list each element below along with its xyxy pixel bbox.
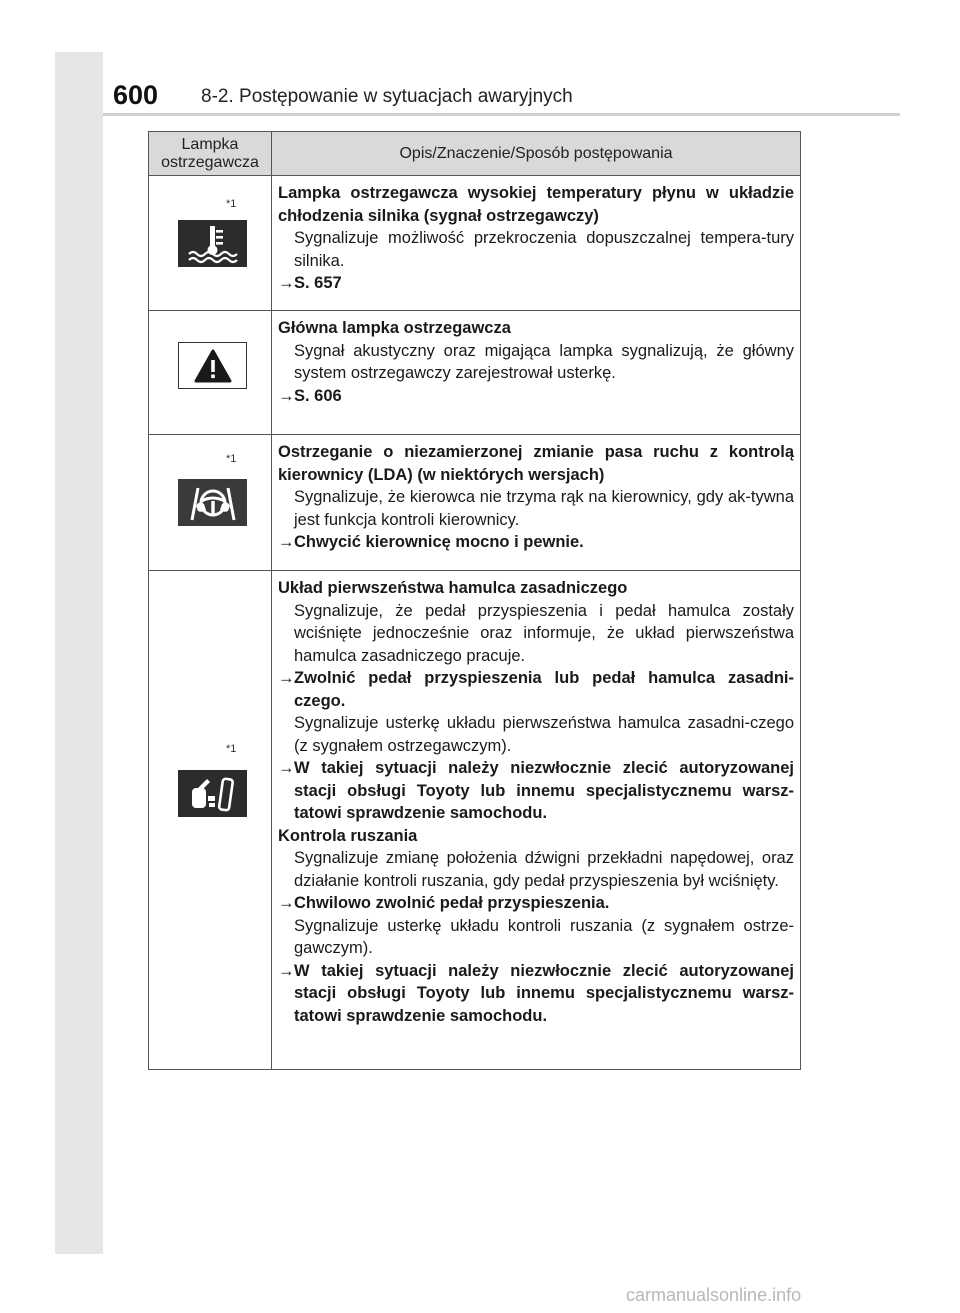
icon-cell	[149, 435, 272, 571]
header-rule	[103, 113, 900, 116]
footnote-mark: *1	[226, 453, 237, 465]
section-title: Układ pierwszeństwa hamulca zasadniczego	[278, 579, 628, 597]
row-description: Sygnalizuje usterkę układu pierwszeństwa hamulca zasadni-czego (z sygnałem ostrzegawczym).	[294, 714, 794, 755]
row-title: Lampka ostrzegawcza wysokiej temperatury płynu w układzie	[278, 184, 794, 202]
row-description: Sygnalizuje zmianę położenia dźwigni przekładni napędowej, oraz działanie kontroli ruszania, gdy pedał przyspieszenia był wciśnięty.	[294, 849, 794, 890]
icon-cell	[149, 311, 272, 435]
page-header	[113, 78, 903, 114]
row-action: →W takiej sytuacji należy niezwłocznie zlecić autoryzowanej stacji obsługi Toyoty lub innemu specjalistycznemu warsz-tatowi sprawdzenie samochodu.	[278, 961, 794, 1025]
row-action: →Zwolnić pedał przyspieszenia lub pedał hamulca zasadni-czego.	[278, 669, 794, 710]
row-action: →S. 606	[278, 385, 794, 408]
row-action: →Chwilowo zwolnić pedał przyspieszenia.	[278, 892, 794, 915]
col-header-lamp: Lampka ostrzegawcza	[149, 132, 272, 176]
row-description: Sygnalizuje, że kierowca nie trzyma rąk na kierownicy, gdy ak-tywna jest funkcja kontroli kierownicy.	[294, 488, 794, 529]
col-header-description: Opis/Znaczenie/Sposób postępowania	[272, 132, 801, 176]
arrow-icon: →	[278, 274, 295, 292]
row-description: Sygnalizuje usterkę układu kontroli ruszania (z sygnałem ostrze-gawczym).	[294, 916, 794, 957]
row-action: →S. 657	[278, 272, 794, 295]
arrow-icon: →	[278, 669, 295, 687]
icon-cell	[149, 571, 272, 1070]
table-row	[149, 176, 801, 311]
row-description: Sygnał akustyczny oraz migająca lampka sygnalizują, że główny system ostrzegawczy zarejestrował usterkę.	[294, 341, 794, 382]
description-cell	[272, 311, 801, 435]
side-tab-bar	[55, 52, 103, 1254]
table-header-row	[149, 132, 801, 176]
coolant-temperature-icon	[178, 220, 247, 267]
icon-cell	[149, 176, 272, 311]
watermark: carmanualsonline.info	[626, 1285, 802, 1305]
description-cell	[272, 571, 801, 1070]
warning-lamp-table	[148, 131, 801, 1070]
arrow-icon: →	[278, 961, 295, 980]
arrow-icon: →	[278, 533, 295, 551]
row-description: Sygnalizuje możliwość przekroczenia dopuszczalnej tempera-tury silnika.	[294, 229, 794, 270]
page-number: 600	[113, 80, 159, 110]
chapter-title: 8-2. Postępowanie w sytuacjach awaryjnych	[201, 86, 573, 107]
row-action: →Chwycić kierownicę mocno i pewnie.	[278, 531, 794, 554]
table-row	[149, 571, 801, 1070]
description-cell	[272, 435, 801, 571]
row-title: Główna lampka ostrzegawcza	[278, 319, 511, 337]
footnote-mark: *1	[226, 198, 237, 210]
arrow-icon: →	[278, 894, 295, 912]
row-title-cont: chłodzenia silnika (sygnał ostrzegawczy)	[278, 206, 599, 225]
table-row	[149, 311, 801, 435]
arrow-icon: →	[278, 386, 295, 405]
lane-departure-steering-icon	[178, 479, 247, 526]
row-description: Sygnalizuje, że pedał przyspieszenia i pedał hamulca zostały wciśnięte jednocześnie oraz informuje, że układ pierwszeństwa hamulca zasadniczego pracuje.	[294, 601, 794, 665]
row-action: →W takiej sytuacji należy niezwłocznie zlecić autoryzowanej stacji obsługi Toyoty lub innemu specjalistycznemu warsz-tatowi sprawdzenie samochodu.	[278, 759, 794, 822]
row-title-cont: kierownicy (LDA) (w niektórych wersjach)	[278, 465, 605, 484]
brake-override-icon	[178, 770, 247, 817]
description-cell	[272, 176, 801, 311]
master-warning-icon	[178, 342, 247, 389]
footnote-mark: *1	[226, 743, 237, 755]
section-title: Kontrola ruszania	[278, 826, 418, 845]
arrow-icon: →	[278, 759, 295, 777]
table-row	[149, 435, 801, 571]
row-title: Ostrzeganie o niezamierzonej zmianie pasa ruchu z kontrolą	[278, 443, 794, 461]
